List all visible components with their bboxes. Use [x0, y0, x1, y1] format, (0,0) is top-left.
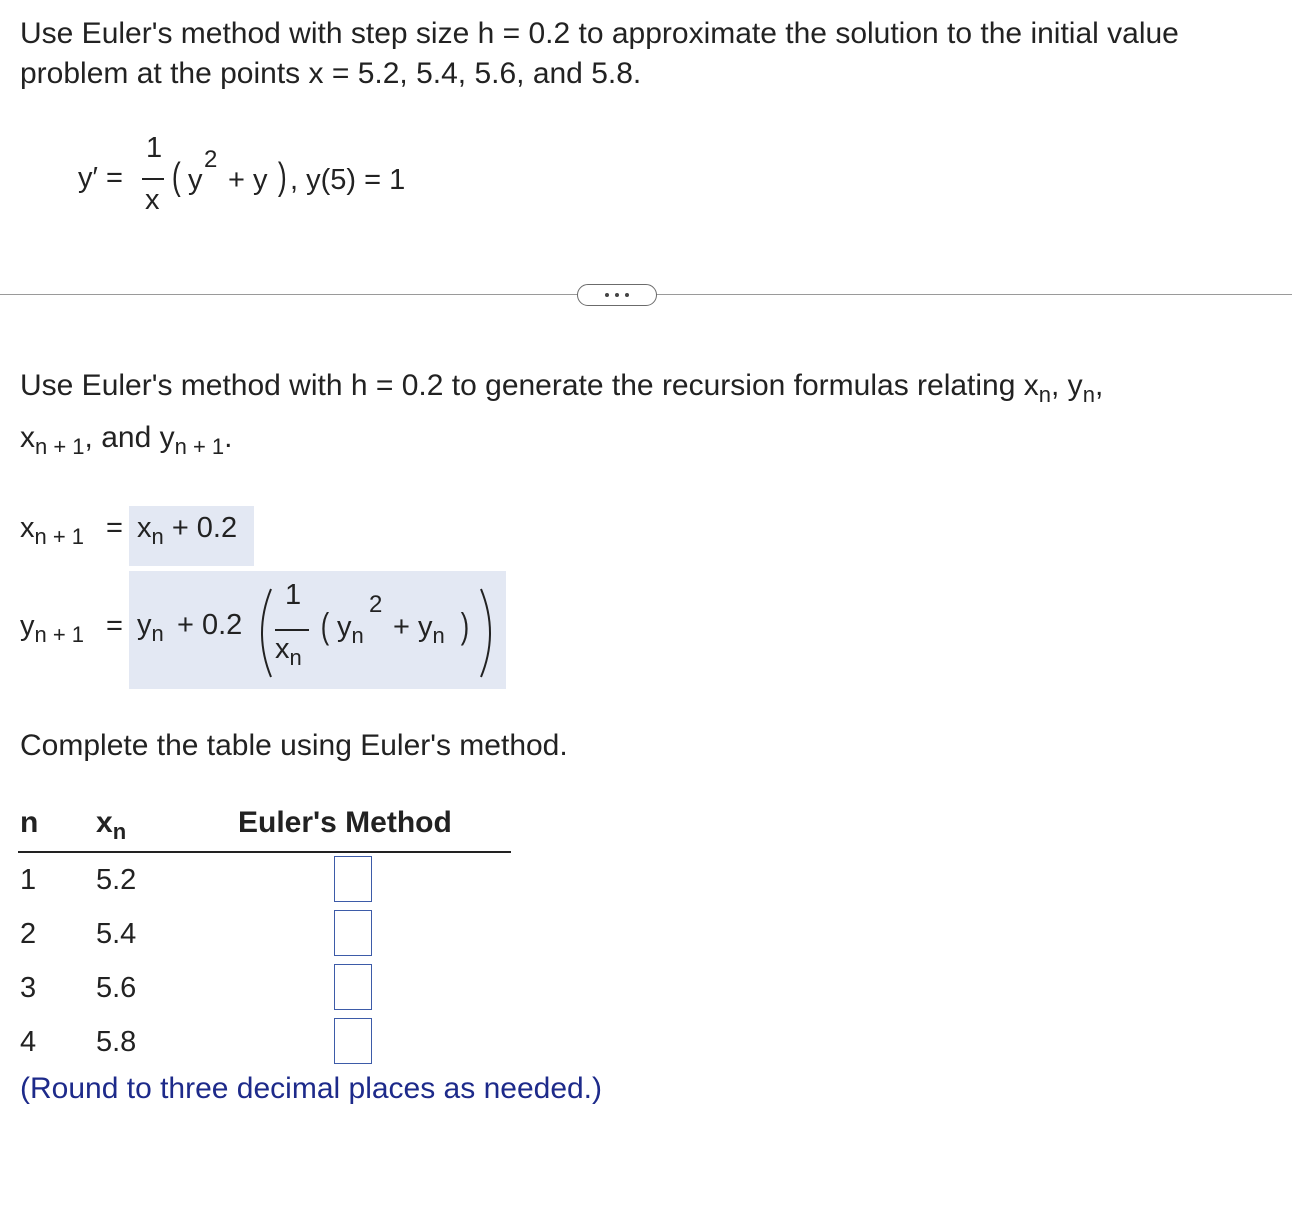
fraction-bar: [275, 629, 309, 631]
inner-paren-close: ): [460, 605, 470, 646]
x-recursion-answer: $x_n + 0.2$: [129, 506, 254, 566]
expand-more-button[interactable]: [577, 284, 657, 306]
dot-icon: [615, 293, 619, 297]
equation-y-exp: 2: [204, 146, 218, 173]
x-recursion-lhs: $x_{n + 1}$: [20, 512, 85, 549]
table-header-x: $x_n$: [96, 806, 127, 844]
row-2-n: 2: [20, 918, 37, 950]
y-rhs-step: + 0.2: [177, 609, 243, 641]
euler-answer-input-4[interactable]: [334, 1018, 372, 1064]
y-inner-term: $y_n$: [337, 611, 364, 648]
rounding-hint: (Round to three decimal places as needed.): [20, 1072, 603, 1105]
y-recursion-answer: [129, 571, 506, 689]
equation-frac-num: 1: [146, 132, 163, 164]
y-inner-exp: 2: [369, 591, 383, 618]
row-3-n: 3: [20, 972, 37, 1004]
table-instruction: Complete the table using Euler's method.: [20, 729, 568, 762]
y-inner-plus: + $y_n$: [393, 611, 445, 648]
equation-y-base: y: [188, 164, 203, 196]
dot-icon: [625, 293, 629, 297]
initial-condition: , y(5) = 1: [290, 164, 406, 196]
part2-line-1: Use Euler's method with h = 0.2 to generate the recursion formulas relating $x_n$, $y_n$,: [20, 369, 1104, 407]
y-rhs-term: $y_n$: [137, 609, 164, 646]
row-1-x: 5.2: [96, 864, 137, 896]
y-recursion-equals: =: [106, 610, 123, 642]
table-header-rule: [18, 851, 511, 853]
y-frac-num: 1: [285, 579, 302, 611]
equation-plus-y: + y: [228, 164, 268, 196]
equation-paren-close: ): [277, 156, 287, 198]
euler-answer-input-1[interactable]: [334, 856, 372, 902]
question-line-2: problem at the points x = 5.2, 5.4, 5.6, and 5.8.: [20, 57, 642, 90]
ode-equation: [0, 120, 520, 230]
dot-icon: [605, 293, 609, 297]
row-3-x: 5.6: [96, 972, 137, 1004]
euler-answer-input-3[interactable]: [334, 964, 372, 1010]
y-frac-den: $x_n$: [275, 633, 302, 670]
equation-frac-den: x: [145, 184, 160, 216]
row-1-n: 1: [20, 864, 37, 896]
part2-line-2: $x_{n + 1}$, and $y_{n + 1}$.: [20, 421, 233, 459]
row-4-x: 5.8: [96, 1026, 137, 1058]
question-line-1: Use Euler's method with step size h = 0.2 to approximate the solution to the initial value: [20, 17, 1179, 50]
equation-paren-open: (: [171, 156, 181, 198]
fraction-bar: [142, 178, 164, 180]
inner-paren-open: (: [320, 605, 330, 646]
row-4-n: 4: [20, 1026, 37, 1058]
row-2-x: 5.4: [96, 918, 137, 950]
table-header-n: n: [20, 806, 39, 839]
big-paren-right: [473, 585, 503, 681]
table-header-euler: Euler's Method: [238, 806, 452, 839]
equation-lhs: y′ =: [78, 162, 123, 194]
y-recursion-lhs: $y_{n + 1}$: [20, 610, 85, 647]
x-recursion-equals: =: [106, 512, 123, 544]
euler-answer-input-2[interactable]: [334, 910, 372, 956]
